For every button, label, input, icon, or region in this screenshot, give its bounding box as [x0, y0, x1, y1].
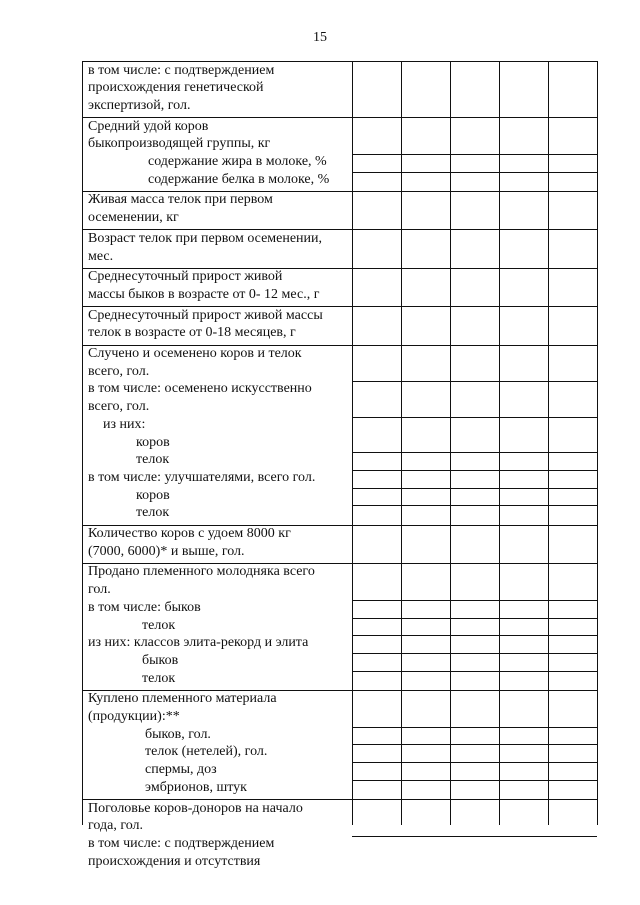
row-label-line: происхождения и отсутствия	[88, 853, 261, 869]
value-subrow-divider	[352, 452, 597, 453]
row-label-line: гол.	[88, 582, 111, 598]
row-label-line: из них:	[103, 416, 146, 432]
row-label-line: спермы, доз	[145, 762, 217, 778]
row-label-line: телок	[136, 505, 170, 521]
value-subrow-divider	[352, 505, 597, 506]
value-subrow-divider	[352, 154, 597, 155]
row-label-line: Куплено племенного материала	[88, 691, 277, 707]
value-subrow-divider	[352, 381, 597, 382]
row-label-line: содержание жира в молоке, %	[148, 154, 327, 169]
row-label-line: осеменении, кг	[88, 210, 179, 226]
value-subrow-divider	[352, 600, 597, 601]
row-label-line: (продукции):**	[88, 709, 180, 724]
row-label-line: Продано племенного молодняка всего	[88, 564, 315, 580]
row-label-line: Возраст телок при первом осеменении,	[88, 230, 323, 246]
value-subrow-divider	[352, 780, 597, 781]
value-column-border	[401, 61, 402, 825]
value-subrow-divider	[352, 488, 597, 489]
value-subrow-divider	[352, 762, 597, 763]
row-label-line: содержание белка в молоке, %	[148, 171, 330, 187]
value-subrow-divider	[352, 744, 597, 745]
row-label-line: в том числе: осеменено искусственно	[88, 381, 312, 397]
row-label-line: мес.	[88, 248, 114, 264]
row-label-line: в том числе: быков	[88, 599, 201, 615]
row-label-line: в том числе: с подтверждением	[88, 62, 275, 78]
row-label-line: в том числе: с подтверждением	[88, 835, 275, 851]
row-label-line: всего, гол.	[88, 399, 150, 415]
row-label-line: быкопроизводящей группы, кг	[88, 136, 271, 152]
row-label-line: Поголовье коров-доноров на начало	[88, 800, 303, 816]
row-label-line: телок	[142, 617, 176, 633]
row-label-line: быков, гол.	[145, 726, 211, 742]
row-label-line: Живая масса телок при первом	[88, 192, 273, 208]
value-column-border	[597, 61, 598, 825]
row-label-line: всего, гол.	[88, 363, 150, 379]
row-label-line: телок	[136, 452, 170, 468]
row-label-line: коров	[136, 487, 170, 503]
value-subrow-divider	[352, 417, 597, 418]
row-label-line: Средний удой коров	[88, 118, 209, 134]
row-label-line: экспертизой, гол.	[88, 97, 191, 113]
row-label-line: массы быков в возрасте от 0- 12 мес., г	[88, 286, 320, 302]
page-number: 15	[313, 30, 327, 45]
row-label-line: происхождения генетической	[88, 80, 264, 96]
row-label-line: коров	[136, 434, 170, 450]
row-label-line: быков	[142, 652, 179, 668]
table-left-border	[82, 61, 83, 825]
value-subrow-divider	[352, 671, 597, 672]
value-subrow-divider	[352, 172, 597, 173]
row-label-line: Количество коров с удоем 8000 кг	[88, 526, 291, 541]
row-label-line: эмбрионов, штук	[145, 779, 247, 795]
value-subrow-divider	[352, 653, 597, 654]
row-label-line: Среднесуточный прирост живой массы	[88, 307, 323, 323]
label-column-border	[352, 61, 353, 825]
row-label-line: (7000, 6000)* и выше, гол.	[88, 543, 245, 559]
row-label-line: телок в возрасте от 0-18 месяцев, г	[88, 325, 296, 341]
value-subrow-divider	[352, 836, 597, 837]
row-label-line: Среднесуточный прирост живой	[88, 269, 283, 285]
row-label-line: Случено и осеменено коров и телок	[88, 346, 302, 361]
value-subrow-divider	[352, 635, 597, 636]
value-subrow-divider	[352, 470, 597, 471]
value-column-border	[548, 61, 549, 825]
row-label-line: телок (нетелей), гол.	[145, 744, 268, 760]
value-subrow-divider	[352, 727, 597, 728]
row-label-line: года, гол.	[88, 818, 144, 834]
row-label-line: телок	[142, 670, 176, 686]
row-label-line: в том числе: улучшателями, всего гол.	[88, 469, 316, 485]
value-column-border	[450, 61, 451, 825]
value-subrow-divider	[352, 618, 597, 619]
row-label-line: из них: классов элита-рекорд и элита	[88, 635, 309, 651]
value-column-border	[499, 61, 500, 825]
